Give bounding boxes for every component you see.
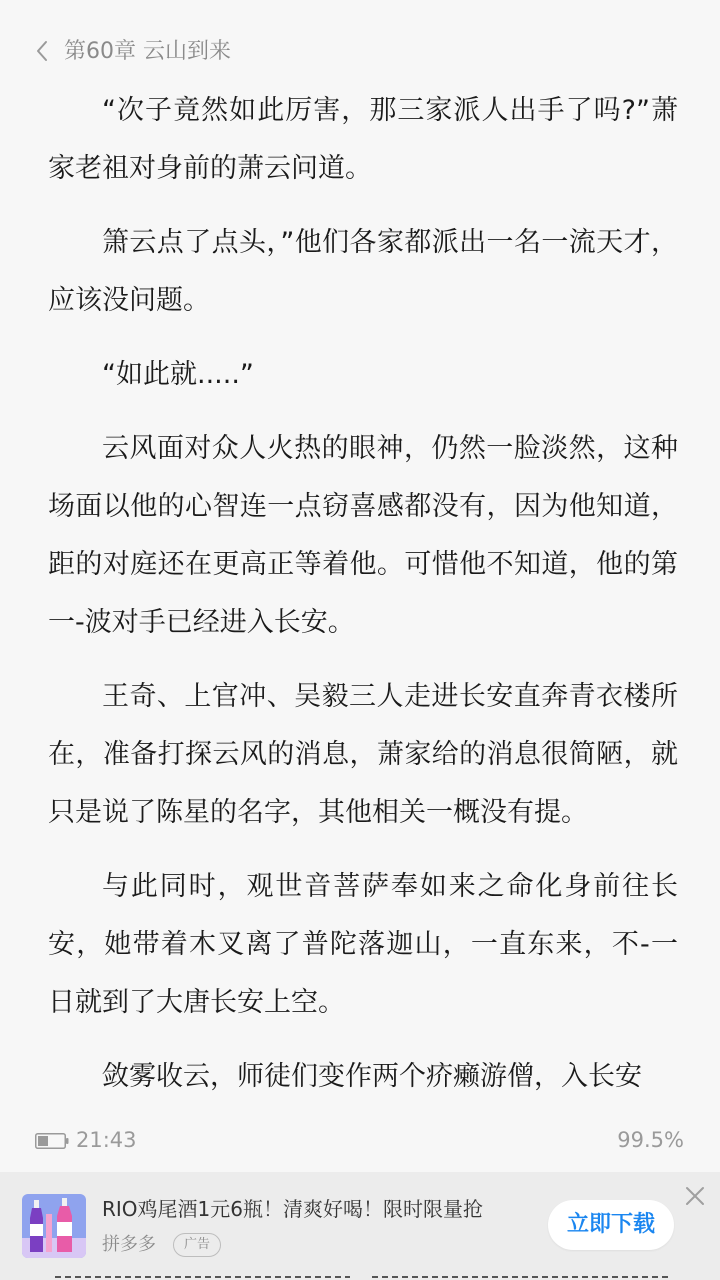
ad-source: 拼多多 [102, 1234, 156, 1255]
ad-title[interactable]: RIO鸡尾酒1元6瓶！清爽好喝！限时限量抢 [102, 1197, 483, 1221]
download-button[interactable]: 立即下载 [548, 1200, 674, 1250]
paragraph: 王奇、上官冲、吴毅三人走进长安直奔青衣楼所在，准备打探云风的消息，萧家给的消息很简陋，就只是说了陈星的名字，其他相关一概没有提。 [48, 681, 678, 828]
paragraph: 敛雾收云，师徒们变作两个疥癞游僧，入长安 [102, 1061, 642, 1092]
bottom-edge [0, 1276, 720, 1280]
ad-badge: 广告 [173, 1233, 221, 1257]
paragraph: 云风面对众人火热的眼神，仍然一脸淡然，这种场面以他的心智连一点窃喜感都没有，因为他知道，距的对庭还在更高正等着他。可惜他不知道，他的第一-波对手已经进入长安。 [48, 433, 678, 638]
chevron-left-icon[interactable] [32, 37, 52, 65]
chapter-title: 第60章 云山到来 [64, 39, 231, 64]
close-icon[interactable] [684, 1185, 706, 1207]
chapter-text [48, 82, 678, 1102]
paragraph: “如此就.....” [102, 359, 254, 390]
paragraph: 箫云点了点头，”他们各家都派出一名一流天才，应该没问题。 [48, 227, 678, 316]
clock-time: 21:43 [76, 1128, 137, 1152]
paragraph: 与此同时，观世音菩萨奉如来之命化身前往长安，她带着木叉离了普陀落迦山，一直东来，不-一日就到了大唐长安上空。 [48, 871, 678, 1018]
cocktail-bottles-icon[interactable] [22, 1194, 86, 1258]
ad-banner[interactable] [0, 1172, 720, 1280]
battery-icon [35, 1133, 69, 1149]
paragraph: “次子竟然如此厉害，那三家派人出手了吗?”萧家老祖对身前的萧云问道。 [48, 95, 678, 184]
reading-progress: 99.5% [617, 1128, 684, 1152]
